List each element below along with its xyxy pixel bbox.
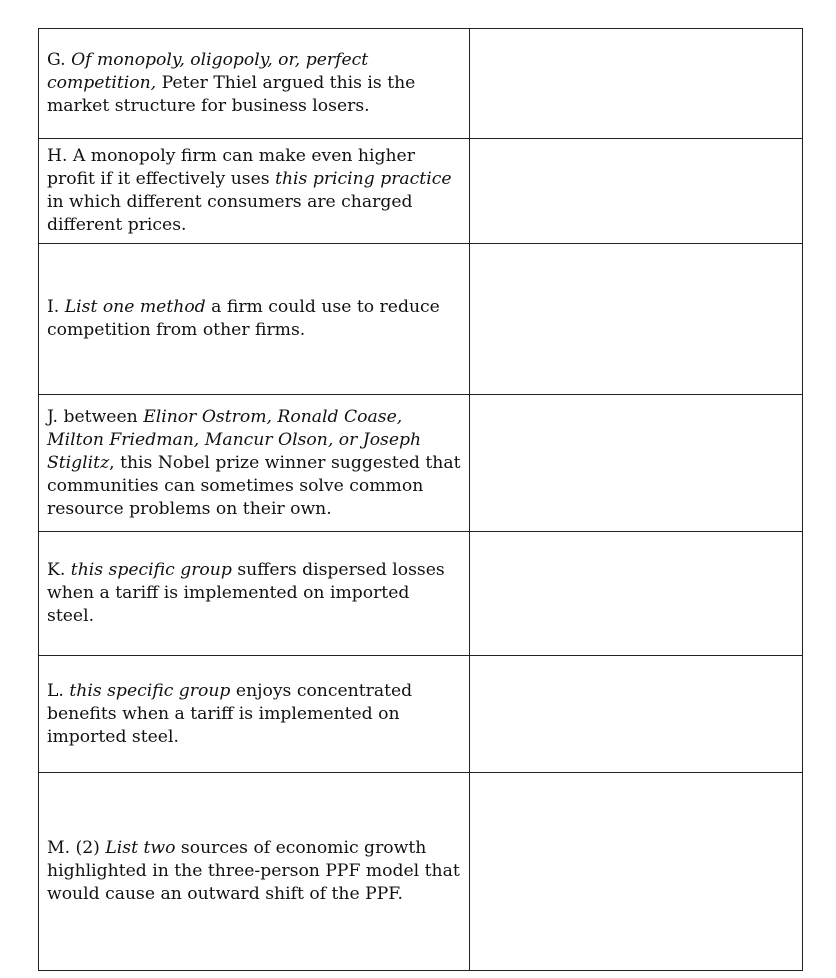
table-row-i	[39, 244, 803, 395]
answer-cell-l[interactable]	[470, 656, 803, 773]
question-body: enjoys concentrated benefits when a tariff is implemented on imported steel.	[47, 680, 413, 747]
question-body: a firm could use to reduce competition from other firms.	[47, 297, 440, 340]
question-text-j	[39, 406, 469, 521]
table-row-k	[39, 532, 803, 656]
question-cell-m	[39, 773, 470, 971]
table-row-g	[39, 29, 803, 139]
question-body: sources of economic growth highlighted in the three-person PPF model that would cause an outward shift of the PPF.	[47, 838, 460, 904]
question-body: A monopoly firm can make even higher profit if it effectively uses	[47, 146, 415, 189]
answer-cell-h[interactable]	[470, 139, 803, 244]
question-letter: L.	[47, 680, 64, 701]
answer-cell-j[interactable]	[470, 395, 803, 532]
question-emphasis: List two	[105, 838, 176, 858]
table-row-m	[39, 773, 803, 971]
question-emphasis: this pricing practice	[275, 169, 452, 189]
answer-cell-g[interactable]	[470, 29, 803, 139]
question-body: in which different consumers are charged different prices.	[47, 192, 413, 235]
question-table	[38, 28, 803, 971]
table-row-j	[39, 395, 803, 532]
question-text-i	[39, 296, 469, 342]
question-emphasis: List one method	[64, 297, 206, 317]
question-letter: J.	[47, 406, 59, 427]
question-body: (2)	[75, 838, 100, 858]
question-emphasis: Of monopoly, oligopoly, or, perfect competition,	[47, 50, 369, 93]
question-cell-j	[39, 395, 470, 532]
question-emphasis: this specific group	[70, 560, 232, 580]
question-letter: M.	[47, 838, 71, 858]
question-cell-l	[39, 656, 470, 773]
question-letter: H.	[47, 146, 68, 166]
answer-cell-m[interactable]	[470, 773, 803, 971]
question-text-m	[39, 837, 469, 906]
question-body: between	[63, 406, 138, 427]
table-row-h	[39, 139, 803, 244]
question-emphasis: this specific group	[69, 680, 231, 701]
question-cell-i	[39, 244, 470, 395]
question-letter: G.	[47, 50, 66, 70]
question-cell-k	[39, 532, 470, 656]
table-row-l	[39, 656, 803, 773]
answer-cell-i[interactable]	[470, 244, 803, 395]
question-text-l	[39, 680, 469, 749]
question-text-k	[39, 559, 469, 628]
question-letter: K.	[47, 560, 66, 580]
question-body: , this Nobel prize winner suggested that communities can sometimes solve common resource problems on their own.	[47, 452, 461, 519]
question-cell-h	[39, 139, 470, 244]
question-body: suffers dispersed losses when a tariff is implemented on imported steel.	[47, 560, 445, 626]
question-text-h	[39, 145, 469, 237]
question-letter: I.	[47, 297, 60, 317]
question-cell-g	[39, 29, 470, 139]
answer-cell-k[interactable]	[470, 532, 803, 656]
question-emphasis: Elinor Ostrom, Ronald Coase, Milton Friedman, Mancur Olson, or Joseph Stiglitz	[47, 406, 422, 473]
question-body: Peter Thiel argued this is the market structure for business losers.	[47, 73, 416, 116]
question-text-g	[39, 49, 469, 118]
